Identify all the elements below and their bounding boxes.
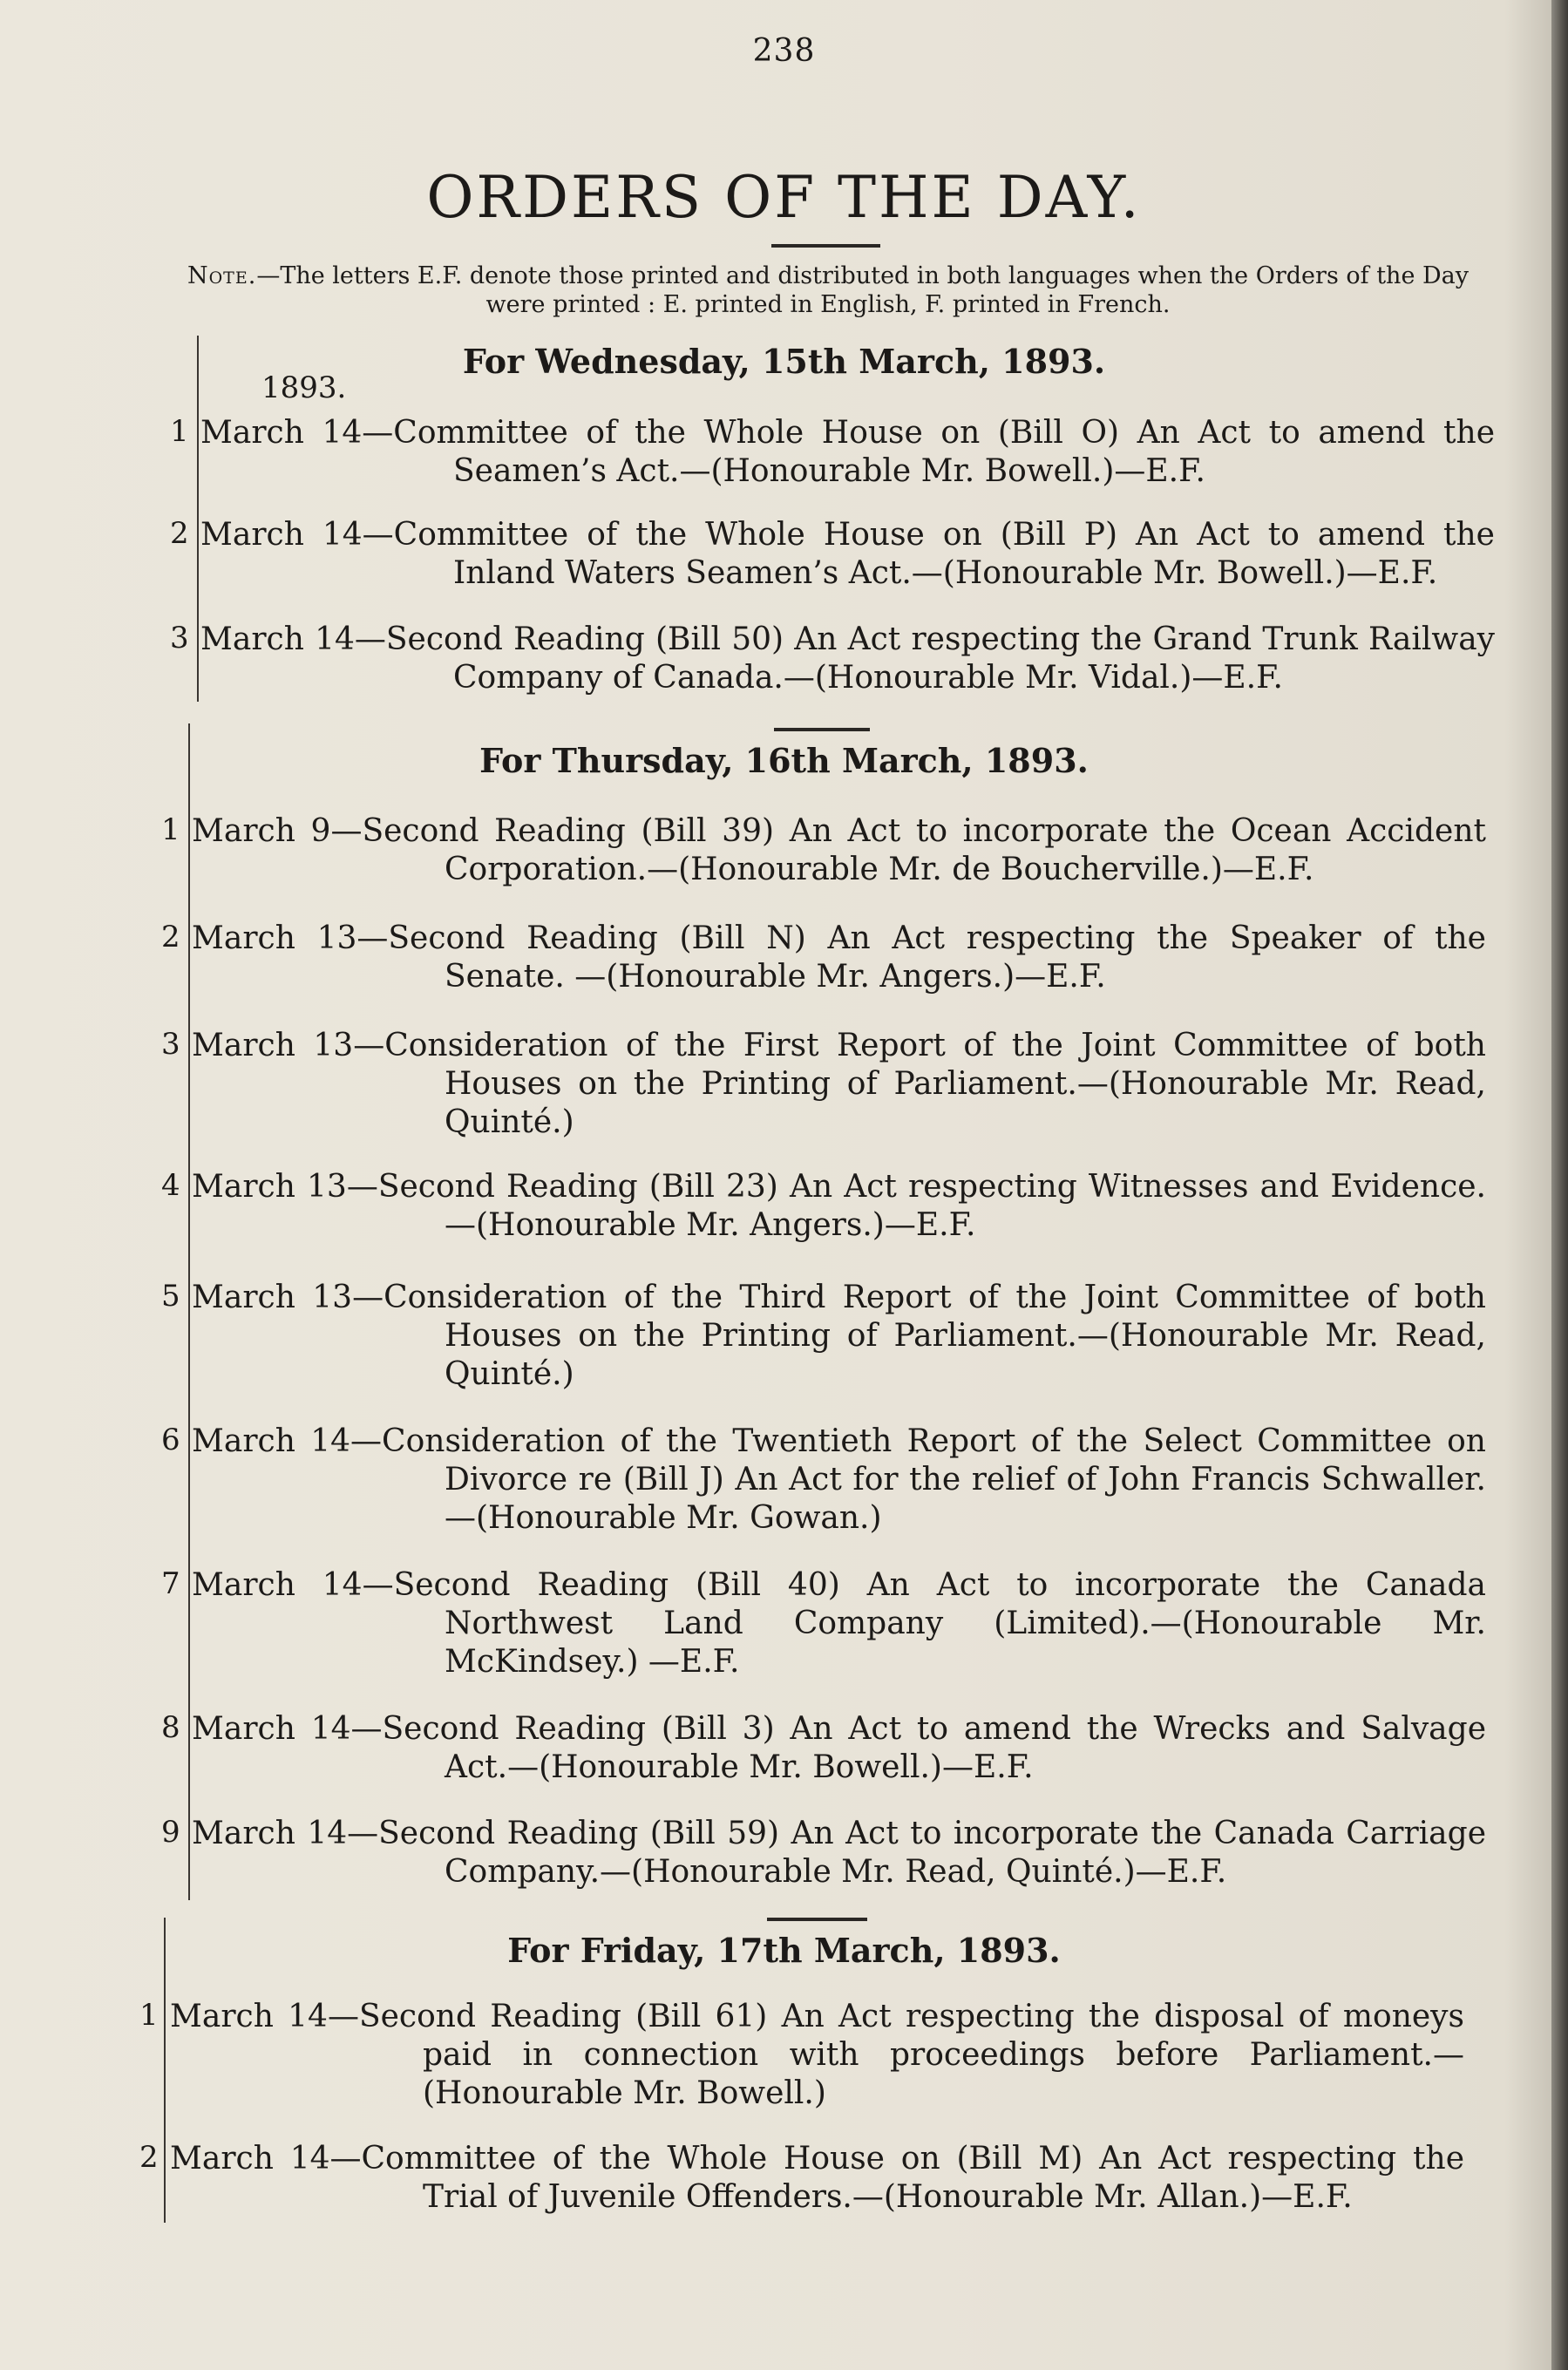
item-number: 1 [139,1998,159,2033]
section-heading-wednesday: For Wednesday, 15th March, 1893. [462,342,1106,381]
item-number: 1 [161,812,180,847]
item-number: 4 [161,1168,180,1203]
item-text: March 14—Second Reading (Bill 50) An Act respecting the Grand Trunk Railway Company of Canada.—(Honourable Mr. Vidal.)—E.F. [200,621,1495,696]
note [174,261,1482,319]
section-heading-friday: For Friday, 17th March, 1893. [507,1931,1061,1970]
note-label: Note. [187,262,257,289]
item-text: March 14—Committee of the Whole House on (Bill P) An Act to amend the Inland Waters Seamen’s Act.—(Honourable Mr. Bowell.)—E.F. [200,517,1495,591]
item-text: March 14—Second Reading (Bill 59) An Act to incorporate the Canada Carriage Company.—(Honourable Mr. Read, Quinté.)—E.F. [192,1816,1486,1890]
item-text: March 13—Consideration of the Third Report of the Joint Committee of both Houses on the Printing of Parliament.—(Honourable Mr. Read, Quinté.) [192,1280,1486,1392]
item-number: 2 [139,2140,159,2175]
title-rule [771,244,880,248]
section-rule [774,728,870,731]
margin-rule [188,723,190,1900]
item-number: 7 [161,1566,180,1601]
item-number: 3 [161,1027,180,1062]
item-number: 6 [161,1423,180,1457]
item-number: 3 [170,621,189,655]
item-text: March 13—Second Reading (Bill N) An Act respecting the Speaker of the Senate. —(Honourable Mr. Angers.)—E.F. [192,920,1486,995]
item-text: March 14—Second Reading (Bill 61) An Act respecting the disposal of moneys paid in connection with proceedings before Parliament.—(Honourable Mr. Bowell.) [170,1999,1464,2111]
margin-rule [197,336,199,702]
item-text: March 14—Consideration of the Twentieth Report of the Select Committee on Divorce re (Bill J) An Act for the relief of John Francis Schwaller. —(Honourable Mr. Gowan.) [192,1423,1486,1536]
section-year: 1893. [261,370,347,405]
item-text: March 14—Second Reading (Bill 3) An Act to amend the Wrecks and Salvage Act.—(Honourable Mr. Bowell.)—E.F. [192,1711,1486,1785]
item-number: 8 [161,1710,180,1745]
item-text: March 14—Committee of the Whole House on (Bill M) An Act respecting the Trial of Juvenile Offenders.—(Honourable Mr. Allan.)—E.F. [170,2141,1464,2215]
item-number: 2 [161,920,180,954]
item-number: 2 [170,516,189,551]
item-text: March 13—Consideration of the First Report of the Joint Committee of both Houses on the Printing of Parliament.—(Honourable Mr. Read, Quinté.) [192,1028,1486,1140]
item-text: March 9—Second Reading (Bill 39) An Act to incorporate the Ocean Accident Corporation.—(Honourable Mr. de Boucherville.)—E.F. [192,813,1486,887]
note-text: —The letters E.F. denote those printed and distributed in both languages when the Orders of the Day were printed : E. printed in English, F. printed in French. [256,262,1470,318]
item-text: March 14—Committee of the Whole House on (Bill O) An Act to amend the Seamen’s Act.—(Honourable Mr. Bowell.)—E.F. [200,415,1495,489]
item-number: 5 [161,1279,180,1314]
section-heading-thursday: For Thursday, 16th March, 1893. [479,741,1089,780]
section-rule [767,1918,867,1921]
item-number: 1 [170,414,189,449]
margin-rule [164,1918,166,2223]
page-title: ORDERS OF THE DAY. [426,164,1142,231]
item-text: March 14—Second Reading (Bill 40) An Act to incorporate the Canada Northwest Land Company (Limited).—(Honourable Mr. McKindsey.) —E.F. [192,1567,1486,1680]
item-text: March 13—Second Reading (Bill 23) An Act respecting Witnesses and Evidence. —(Honourable Mr. Angers.)—E.F. [192,1169,1486,1243]
page-number: 238 [752,33,816,69]
item-number: 9 [161,1815,180,1850]
